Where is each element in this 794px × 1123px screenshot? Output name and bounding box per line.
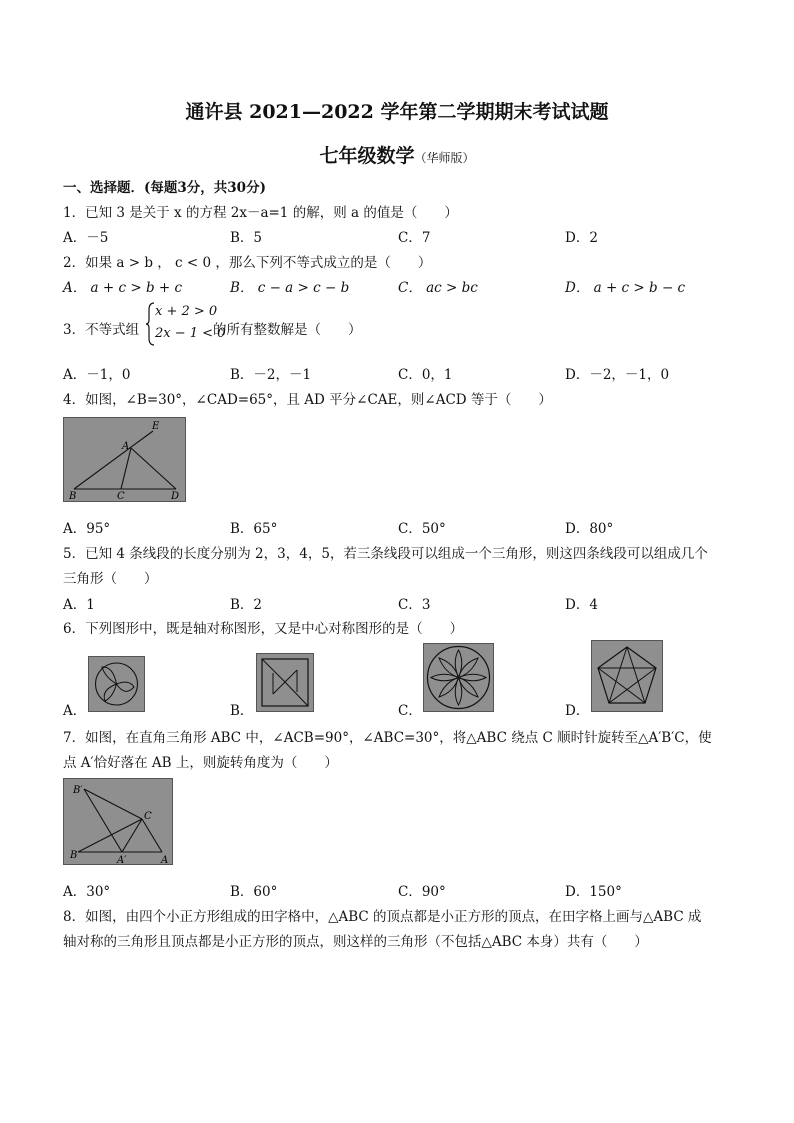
q2-option-a: A． a + c > b + c [63, 280, 183, 296]
q5-option-c: C．3 [398, 597, 431, 613]
q4-option-a: A．95° [63, 521, 111, 537]
q8-stem-line1: 8．如图，由四个小正方形组成的田字格中，△ABC 的顶点都是小正方形的顶点，在田字格上画与△ABC 成 [63, 909, 702, 925]
q5-option-a: A．1 [63, 597, 95, 613]
q1-option-c: C．7 [398, 230, 431, 246]
q2-stem: 2．如果 a > b ， c < 0 ，那么下列不等式成立的是（ ） [63, 255, 432, 271]
q4-option-c: C．50° [398, 521, 446, 537]
q4-option-d: D．80° [565, 521, 614, 537]
q3-option-b: B．－2，－1 [230, 367, 312, 383]
q1-option-a: A．－5 [63, 230, 109, 246]
q4-label-d: D [171, 491, 180, 501]
q6-option-c: C． [398, 703, 422, 719]
q1-stem: 1．已知 3 是关于 x 的方程 2x－a=1 的解，则 a 的值是（ ） [63, 205, 458, 221]
q7-option-a: A．30° [63, 884, 111, 900]
q6-figure-c [423, 643, 494, 712]
q6-option-a: A． [63, 703, 87, 719]
q2-option-c: C． ac > bc [398, 280, 478, 296]
exam-subtitle [0, 141, 794, 168]
q8-stem-line2: 轴对称的三角形且顶点都是小正方形的顶点，则这样的三角形（不包括△ABC 本身）共有（ ） [63, 934, 648, 950]
q5-stem-line1: 5．已知 4 条线段的长度分别为 2，3，4，5，若三条线段可以组成一个三角形，则这四条线段可以组成几个 [63, 546, 708, 562]
q4-label-e: E [152, 421, 160, 432]
q3-inequality-1: x + 2 > 0 [155, 304, 218, 319]
q3-prefix: 3．不等式组 [63, 322, 140, 338]
q7-option-d: D．150° [565, 884, 622, 900]
q6-figure-b [256, 653, 314, 712]
q1-option-b: B．5 [230, 230, 263, 246]
q3-option-a: A．－1，0 [63, 367, 131, 383]
subtitle-note: （华师版） [414, 151, 475, 165]
q6-stem: 6．下列图形中，既是轴对称图形，又是中心对称图形的是（ ） [63, 621, 464, 637]
q5-option-b: B．2 [230, 597, 263, 613]
q3-option-d: D．－2，－1，0 [565, 367, 670, 383]
q6-option-d: D． [565, 703, 590, 719]
q5-option-d: D．4 [565, 597, 598, 613]
q4-stem: 4．如图，∠B=30°，∠CAD=65°，且 AD 平分∠CAE，则∠ACD 等于（ ） [63, 392, 552, 408]
q7-option-c: C．90° [398, 884, 446, 900]
q2-option-b: B． c − a > c − b [230, 280, 350, 296]
q6-option-b: B． [230, 703, 254, 719]
q4-label-a: A [122, 441, 130, 452]
q1-option-d: D．2 [565, 230, 598, 246]
q7-label-a: A [161, 855, 169, 864]
q5-stem-line2: 三角形（ ） [63, 571, 158, 587]
subtitle-text: 七年级数学 [319, 145, 415, 167]
q7-stem-line1: 7．如图，在直角三角形 ABC 中，∠ACB=90°，∠ABC=30°，将△ABC 绕点 C 顺时针旋转至△A′B′C，使 [63, 730, 712, 746]
section-heading: 一、选择题．(每题3分，共30分) [63, 180, 266, 196]
q3-brace [145, 302, 155, 346]
q4-label-b: B [69, 491, 77, 501]
q6-figure-d [591, 640, 663, 712]
q7-label-b-prime: B′ [73, 785, 83, 796]
q4-label-c: C [117, 491, 125, 501]
q2-option-d: D． a + c > b − c [565, 280, 686, 296]
q4-option-b: B．65° [230, 521, 278, 537]
q4-figure [63, 417, 186, 502]
q7-label-c: C [144, 811, 152, 822]
q6-figure-a [88, 656, 145, 712]
q7-option-b: B．60° [230, 884, 278, 900]
q7-figure [63, 778, 173, 865]
q7-stem-line2: 点 A′恰好落在 AB 上，则旋转角度为（ ） [63, 755, 338, 771]
q3-suffix: 的所有整数解是（ ） [213, 322, 362, 338]
q7-label-a-prime: A′ [117, 855, 127, 864]
q7-label-b: B [70, 850, 78, 861]
exam-title: 通许县 2021—2022 学年第二学期期末考试试题 [185, 101, 609, 123]
q3-inequality-2: 2x − 1 < 0 [155, 326, 226, 341]
q3-option-c: C．0，1 [398, 367, 453, 383]
